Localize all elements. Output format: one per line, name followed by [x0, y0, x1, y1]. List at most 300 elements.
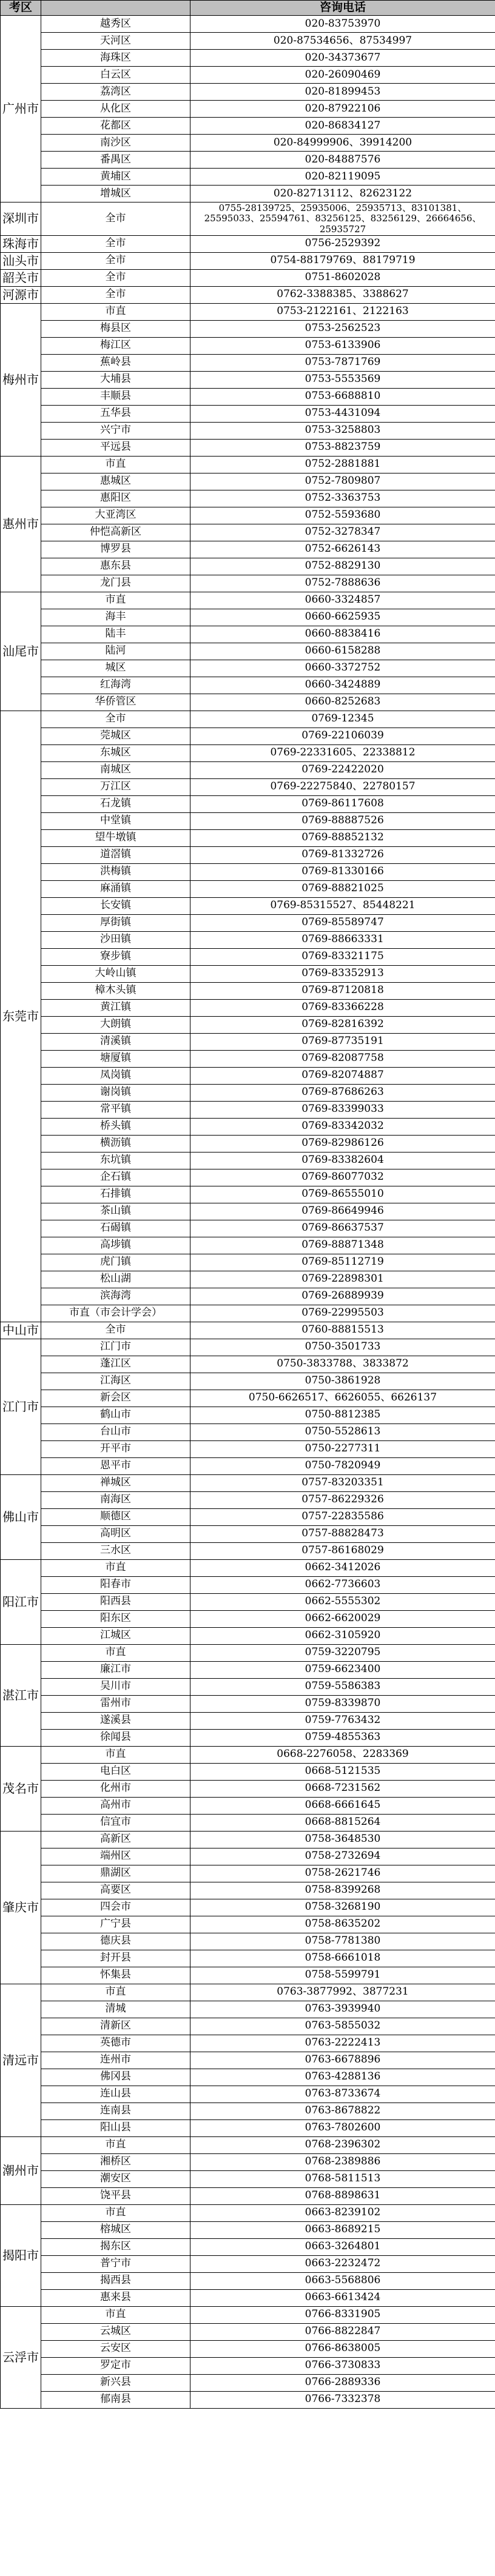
area-cell: 云城区: [41, 2323, 190, 2340]
area-cell: 江城区: [41, 1627, 190, 1644]
phone-cell: 0753-3258803: [190, 422, 495, 439]
phone-cell: 0753-6133906: [190, 337, 495, 354]
phone-cell: 0752-7888636: [190, 575, 495, 592]
area-cell: 麻涌镇: [41, 880, 190, 897]
area-cell: 惠东县: [41, 558, 190, 575]
phone-cell: 0757-86229326: [190, 1491, 495, 1508]
area-cell: 虎门镇: [41, 1254, 190, 1271]
phone-cell: 0662-5555302: [190, 1593, 495, 1610]
city-cell: 汕尾市: [1, 592, 41, 711]
phone-cell: 0763-7802600: [190, 2119, 495, 2136]
area-cell: 莞城区: [41, 728, 190, 744]
table-row: [1, 1220, 495, 1237]
table-row: [1, 1186, 495, 1203]
area-cell: 城区: [41, 660, 190, 677]
table-row: [1, 2086, 495, 2103]
table-row: [1, 812, 495, 829]
phone-cell: 0769-88871348: [190, 1237, 495, 1254]
phone-cell: 0758-6661018: [190, 1950, 495, 1967]
table-row: [1, 711, 495, 728]
phone-cell: 0769-86117608: [190, 795, 495, 812]
area-cell: 南海区: [41, 1491, 190, 1508]
table-row: [1, 1848, 495, 1865]
table-row: [1, 1203, 495, 1220]
phone-cell: 0759-8339870: [190, 1695, 495, 1712]
area-cell: 饶平县: [41, 2187, 190, 2204]
table-row: [1, 1882, 495, 1899]
area-cell: 洪梅镇: [41, 863, 190, 880]
table-row: [1, 2018, 495, 2035]
table-row: [1, 778, 495, 795]
phone-cell: 020-87534656、87534997: [190, 33, 495, 50]
table-row: [1, 1933, 495, 1950]
phone-cell: 0769-87686263: [190, 1084, 495, 1101]
table-row: [1, 2255, 495, 2272]
table-row: [1, 1746, 495, 1763]
phone-cell: 0663-8689215: [190, 2221, 495, 2238]
area-cell: 市直: [41, 2204, 190, 2221]
table-row: [1, 1865, 495, 1882]
table-row: [1, 235, 495, 252]
phone-cell: 0753-5553569: [190, 371, 495, 388]
city-cell: 中山市: [1, 1322, 41, 1339]
area-cell: 市直: [41, 1644, 190, 1661]
phone-cell: 0769-81332726: [190, 846, 495, 863]
phone-cell: 0769-83352913: [190, 965, 495, 982]
area-cell: 市直: [41, 303, 190, 320]
table-row: [1, 744, 495, 761]
area-cell: 东坑镇: [41, 1152, 190, 1169]
area-cell: 遂溪县: [41, 1712, 190, 1729]
city-cell: 揭阳市: [1, 2204, 41, 2306]
table-row: [1, 897, 495, 914]
phone-cell: 0758-8635202: [190, 1916, 495, 1933]
city-cell: 深圳市: [1, 202, 41, 236]
city-cell: 云浮市: [1, 2306, 41, 2408]
table-row: [1, 456, 495, 473]
table-row: [1, 2052, 495, 2069]
phone-cell: 0752-7809807: [190, 473, 495, 490]
table-row: [1, 1237, 495, 1254]
table-row: [1, 507, 495, 524]
phone-cell: 0769-12345: [190, 711, 495, 728]
phone-cell: 0769-83382604: [190, 1152, 495, 1169]
phone-cell: 0769-86649946: [190, 1203, 495, 1220]
phone-cell: 0769-86637537: [190, 1220, 495, 1237]
phone-cell: 0752-5593680: [190, 507, 495, 524]
phone-cell: 0759-5586383: [190, 1678, 495, 1695]
area-cell: 市直: [41, 1559, 190, 1576]
phone-cell: 0763-6678896: [190, 2052, 495, 2069]
phone-cell: 0762-3388385、3388627: [190, 286, 495, 303]
table-row: [1, 1322, 495, 1339]
table-row: [1, 1101, 495, 1118]
phone-cell: 0750-3833788、3833872: [190, 1356, 495, 1373]
phone-cell: 0763-4288136: [190, 2069, 495, 2086]
area-cell: 高埗镇: [41, 1237, 190, 1254]
table-body: [1, 16, 495, 2409]
area-cell: 普宁市: [41, 2255, 190, 2272]
area-cell: 仲恺高新区: [41, 524, 190, 541]
area-cell: 四会市: [41, 1899, 190, 1916]
phone-cell: 0752-8829130: [190, 558, 495, 575]
phone-cell: 0768-2389886: [190, 2153, 495, 2170]
phone-cell: 0753-4431094: [190, 405, 495, 422]
area-cell: 厚街镇: [41, 914, 190, 931]
table-row: [1, 660, 495, 677]
table-row: [1, 1423, 495, 1440]
table-row: [1, 863, 495, 880]
phone-cell: 0753-2122161、2122163: [190, 303, 495, 320]
table-row: [1, 1984, 495, 2001]
city-cell: 汕头市: [1, 252, 41, 269]
phone-cell: 0766-7332378: [190, 2391, 495, 2408]
phone-cell: 0668-5121535: [190, 1763, 495, 1780]
phone-cell: 0660-8838416: [190, 626, 495, 643]
area-cell: 顺德区: [41, 1508, 190, 1525]
city-cell: 广州市: [1, 16, 41, 202]
phone-cell: 0660-3372752: [190, 660, 495, 677]
city-cell: 佛山市: [1, 1474, 41, 1559]
phone-cell: 0769-88852132: [190, 829, 495, 846]
area-cell: 滨海湾: [41, 1288, 190, 1305]
table-row: [1, 388, 495, 405]
table-row: [1, 1661, 495, 1678]
phone-cell: 0768-5811513: [190, 2170, 495, 2187]
table-row: [1, 2103, 495, 2119]
table-row: [1, 965, 495, 982]
city-cell: 清远市: [1, 1984, 41, 2136]
table-row: [1, 405, 495, 422]
phone-cell: 0758-3648530: [190, 1831, 495, 1848]
area-cell: 望牛墩镇: [41, 829, 190, 846]
table-row: [1, 303, 495, 320]
table-row: [1, 846, 495, 863]
phone-cell: 0660-3324857: [190, 592, 495, 609]
phone-cell: 0759-6623400: [190, 1661, 495, 1678]
table-row: [1, 1356, 495, 1373]
phone-cell: 0766-8822847: [190, 2323, 495, 2340]
phone-cell: 020-87922106: [190, 101, 495, 118]
table-row: [1, 880, 495, 897]
phone-cell: 0668-7231562: [190, 1780, 495, 1797]
table-row: [1, 1373, 495, 1390]
phone-cell: 0769-88821025: [190, 880, 495, 897]
phone-cell: 0750-3861928: [190, 1373, 495, 1390]
table-row: [1, 2204, 495, 2221]
phone-cell: 0769-86555010: [190, 1186, 495, 1203]
table-row: [1, 1508, 495, 1525]
table-row: [1, 67, 495, 84]
area-cell: 从化区: [41, 101, 190, 118]
table-row: [1, 1695, 495, 1712]
phone-cell: 0752-2881881: [190, 456, 495, 473]
table-row: [1, 473, 495, 490]
table-row: [1, 592, 495, 609]
area-cell: 沙田镇: [41, 931, 190, 948]
area-cell: 企石镇: [41, 1169, 190, 1186]
phone-cell: 020-26090469: [190, 67, 495, 84]
area-cell: 海珠区: [41, 50, 190, 67]
phone-cell: 0763-3877992、3877231: [190, 1984, 495, 2001]
table-row: [1, 169, 495, 186]
phone-cell: 020-34373677: [190, 50, 495, 67]
table-row: [1, 1814, 495, 1831]
phone-cell: 0758-2621746: [190, 1865, 495, 1882]
area-cell: 揭东区: [41, 2238, 190, 2255]
phone-cell: 0769-22422020: [190, 761, 495, 778]
phone-cell: 0769-22275840、22780157: [190, 778, 495, 795]
table-row: [1, 2357, 495, 2374]
area-cell: 化州市: [41, 1780, 190, 1797]
area-cell: 东城区: [41, 744, 190, 761]
table-row: [1, 558, 495, 575]
area-cell: 怀集县: [41, 1967, 190, 1984]
phone-cell: 0757-22835586: [190, 1508, 495, 1525]
area-cell: 端州区: [41, 1848, 190, 1865]
phone-cell: 0769-22995503: [190, 1305, 495, 1322]
area-cell: 清新区: [41, 2018, 190, 2035]
phone-cell: 0750-5528613: [190, 1423, 495, 1440]
phone-cell: 0769-85315527、85448221: [190, 897, 495, 914]
table-row: [1, 2221, 495, 2238]
area-cell: 佛冈县: [41, 2069, 190, 2086]
area-cell: 云安区: [41, 2340, 190, 2357]
phone-cell: 0758-2732694: [190, 1848, 495, 1865]
phone-cell: 020-82713112、82623122: [190, 186, 495, 202]
table-row: [1, 1288, 495, 1305]
phone-cell: 0757-83203351: [190, 1474, 495, 1491]
phone-cell: 020-86834127: [190, 118, 495, 135]
table-row: [1, 2119, 495, 2136]
area-cell: 白云区: [41, 67, 190, 84]
table-row: [1, 1254, 495, 1271]
header-area: [41, 1, 190, 16]
table-row: [1, 2340, 495, 2357]
table-row: [1, 609, 495, 626]
area-cell: 电白区: [41, 1763, 190, 1780]
table-row: [1, 626, 495, 643]
city-cell: 江门市: [1, 1339, 41, 1474]
table-row: [1, 694, 495, 711]
area-cell: 梅江区: [41, 337, 190, 354]
area-cell: 高州市: [41, 1797, 190, 1814]
phone-cell: 0750-3501733: [190, 1339, 495, 1356]
area-cell: 凤岗镇: [41, 1067, 190, 1084]
table-row: [1, 1525, 495, 1542]
table-row: [1, 2374, 495, 2391]
table-row: [1, 1084, 495, 1101]
table-row: [1, 1016, 495, 1033]
table-row: [1, 1050, 495, 1067]
phone-cell: 0763-8678822: [190, 2103, 495, 2119]
table-row: [1, 1576, 495, 1593]
area-cell: 惠阳区: [41, 490, 190, 507]
area-cell: 常平镇: [41, 1101, 190, 1118]
table-row: [1, 2238, 495, 2255]
table-row: [1, 1950, 495, 1967]
area-cell: 博罗县: [41, 541, 190, 558]
phone-cell: 0769-85112719: [190, 1254, 495, 1271]
table-row: [1, 422, 495, 439]
table-row: [1, 202, 495, 236]
area-cell: 信宜市: [41, 1814, 190, 1831]
table-row: [1, 269, 495, 286]
area-cell: 揭西县: [41, 2272, 190, 2289]
table-row: [1, 2306, 495, 2323]
table-row: [1, 1542, 495, 1559]
area-cell: 恩平市: [41, 1457, 190, 1474]
table-row: [1, 1644, 495, 1661]
phone-cell: 0759-7763432: [190, 1712, 495, 1729]
table-row: [1, 252, 495, 269]
table-row: [1, 1593, 495, 1610]
area-cell: 寮步镇: [41, 948, 190, 965]
phone-cell: 0769-22331605、22338812: [190, 744, 495, 761]
city-cell: 梅州市: [1, 303, 41, 456]
area-cell: 龙门县: [41, 575, 190, 592]
area-cell: 连山县: [41, 2086, 190, 2103]
phone-cell: 0753-2562523: [190, 320, 495, 337]
phone-cell: 0769-82986126: [190, 1135, 495, 1152]
area-cell: 封开县: [41, 1950, 190, 1967]
phone-cell: 0758-8399268: [190, 1882, 495, 1899]
area-cell: 市直: [41, 592, 190, 609]
area-cell: 大朗镇: [41, 1016, 190, 1033]
area-cell: 全市: [41, 269, 190, 286]
area-cell: 榕城区: [41, 2221, 190, 2238]
table-row: [1, 1559, 495, 1576]
table-row: [1, 118, 495, 135]
phone-cell: 0663-5568806: [190, 2272, 495, 2289]
phone-cell: 0754-88179769、88179719: [190, 252, 495, 269]
phone-cell: 0662-7736603: [190, 1576, 495, 1593]
area-cell: 清溪镇: [41, 1033, 190, 1050]
table-row: [1, 829, 495, 846]
phone-cell: 0660-6158288: [190, 643, 495, 660]
table-row: [1, 1390, 495, 1407]
area-cell: 市直: [41, 1746, 190, 1763]
table-row: [1, 1118, 495, 1135]
table-row: [1, 1916, 495, 1933]
area-cell: 开平市: [41, 1440, 190, 1457]
table-row: [1, 2153, 495, 2170]
area-cell: 鼎湖区: [41, 1865, 190, 1882]
area-cell: 道滘镇: [41, 846, 190, 863]
table-row: [1, 931, 495, 948]
phone-cell: 0769-88887526: [190, 812, 495, 829]
area-cell: 中堂镇: [41, 812, 190, 829]
phone-cell: 0769-22106039: [190, 728, 495, 744]
phone-cell: 020-84999906、39914200: [190, 135, 495, 152]
phone-cell: 0769-85589747: [190, 914, 495, 931]
header-row: [1, 1, 495, 16]
area-cell: 全市: [41, 286, 190, 303]
phone-cell: 0752-3363753: [190, 490, 495, 507]
phone-cell: 0763-8733674: [190, 2086, 495, 2103]
area-cell: 高要区: [41, 1882, 190, 1899]
table-row: [1, 2391, 495, 2408]
table-row: [1, 1407, 495, 1423]
table-row: [1, 1440, 495, 1457]
area-cell: 市直: [41, 456, 190, 473]
area-cell: 英德市: [41, 2035, 190, 2052]
phone-cell: 0769-81330166: [190, 863, 495, 880]
area-cell: 三水区: [41, 1542, 190, 1559]
area-cell: 清城: [41, 2001, 190, 2018]
phone-cell: 0768-2396302: [190, 2136, 495, 2153]
table-row: [1, 1797, 495, 1814]
table-row: [1, 541, 495, 558]
area-cell: 陆丰: [41, 626, 190, 643]
area-cell: 全市: [41, 252, 190, 269]
area-cell: 新兴县: [41, 2374, 190, 2391]
phone-cell: 0763-5855032: [190, 2018, 495, 2035]
phone-cell: 0662-3105920: [190, 1627, 495, 1644]
city-cell: 潮州市: [1, 2136, 41, 2204]
area-cell: 阳东区: [41, 1610, 190, 1627]
area-cell: 石龙镇: [41, 795, 190, 812]
area-cell: 桥头镇: [41, 1118, 190, 1135]
table-row: [1, 439, 495, 456]
area-cell: 平远县: [41, 439, 190, 456]
area-cell: 越秀区: [41, 16, 190, 33]
table-row: [1, 677, 495, 694]
phone-cell: 0752-3278347: [190, 524, 495, 541]
area-cell: 德庆县: [41, 1933, 190, 1950]
area-cell: 海丰: [41, 609, 190, 626]
phone-cell: 020-82119095: [190, 169, 495, 186]
table-row: [1, 575, 495, 592]
table-row: [1, 354, 495, 371]
phone-cell: 0660-6625935: [190, 609, 495, 626]
area-cell: 横沥镇: [41, 1135, 190, 1152]
area-cell: 连州市: [41, 2052, 190, 2069]
phone-cell: 0663-2232472: [190, 2255, 495, 2272]
phone-cell: 0769-83399033: [190, 1101, 495, 1118]
area-cell: 全市: [41, 202, 190, 236]
table-row: [1, 490, 495, 507]
area-cell: 石排镇: [41, 1186, 190, 1203]
area-cell: 南沙区: [41, 135, 190, 152]
phone-cell: 0751-8602028: [190, 269, 495, 286]
phone-cell: 0769-82074887: [190, 1067, 495, 1084]
phone-cell: 0660-3424889: [190, 677, 495, 694]
phone-cell: 0753-8823759: [190, 439, 495, 456]
table-row: [1, 2289, 495, 2306]
area-cell: 江海区: [41, 1373, 190, 1390]
area-cell: 江门市: [41, 1339, 190, 1356]
phone-cell: 0766-3730833: [190, 2357, 495, 2374]
phone-cell: 0752-6626143: [190, 541, 495, 558]
area-cell: 市直: [41, 2136, 190, 2153]
phone-cell: 0769-87735191: [190, 1033, 495, 1050]
table-row: [1, 50, 495, 67]
area-cell: 梅县区: [41, 320, 190, 337]
area-cell: 荔湾区: [41, 84, 190, 101]
phone-cell: 0769-82087758: [190, 1050, 495, 1067]
table-row: [1, 371, 495, 388]
area-cell: 陆河: [41, 643, 190, 660]
phone-cell: 0662-3412026: [190, 1559, 495, 1576]
area-cell: 雷州市: [41, 1695, 190, 1712]
area-cell: 天河区: [41, 33, 190, 50]
phone-cell: 0753-7871769: [190, 354, 495, 371]
city-cell: 惠州市: [1, 456, 41, 592]
area-cell: 黄埔区: [41, 169, 190, 186]
phone-cell: 0663-8239102: [190, 2204, 495, 2221]
phone-cell: 0663-6613424: [190, 2289, 495, 2306]
